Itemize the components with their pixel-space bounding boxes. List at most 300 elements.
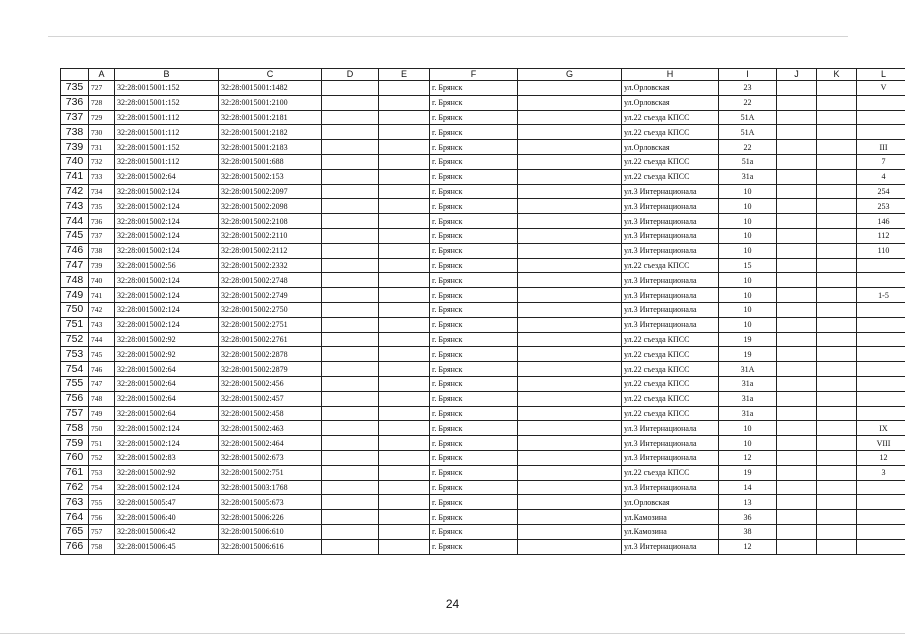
column-header-l: L xyxy=(857,69,905,81)
cell-b: 32:28:0015006:42 xyxy=(115,524,219,539)
cell-c: 32:28:0015002:456 xyxy=(219,376,322,391)
cell-h: ул.Камозина xyxy=(622,524,719,539)
cell-d xyxy=(322,140,379,155)
cell-l xyxy=(857,539,905,554)
cell-d xyxy=(322,539,379,554)
cell-e xyxy=(379,243,430,258)
cell-j xyxy=(777,258,817,273)
cell-c: 32:28:0015002:2098 xyxy=(219,199,322,214)
cell-g xyxy=(518,465,622,480)
cell-b: 32:28:0015002:64 xyxy=(115,362,219,377)
cell-d xyxy=(322,288,379,303)
cell-a: 744 xyxy=(89,332,115,347)
cell-g xyxy=(518,140,622,155)
cell-f: г. Брянск xyxy=(430,465,518,480)
cell-i: 23 xyxy=(719,81,777,96)
cell-i: 10 xyxy=(719,288,777,303)
cell-l xyxy=(857,302,905,317)
row-number: 758 xyxy=(61,421,89,436)
row-number: 743 xyxy=(61,199,89,214)
cell-g xyxy=(518,288,622,303)
table-row xyxy=(61,258,905,273)
cell-g xyxy=(518,539,622,554)
cell-f: г. Брянск xyxy=(430,495,518,510)
table-row xyxy=(61,302,905,317)
table-row xyxy=(61,273,905,288)
cell-h: ул.22 съезда КПСС xyxy=(622,465,719,480)
cell-i: 10 xyxy=(719,436,777,451)
cell-e xyxy=(379,169,430,184)
cell-i: 13 xyxy=(719,495,777,510)
cell-j xyxy=(777,214,817,229)
cell-h: ул.22 съезда КПСС xyxy=(622,169,719,184)
row-number: 759 xyxy=(61,436,89,451)
cell-l xyxy=(857,347,905,362)
cell-i: 14 xyxy=(719,480,777,495)
cell-b: 32:28:0015002:124 xyxy=(115,228,219,243)
cell-g xyxy=(518,273,622,288)
cell-d xyxy=(322,406,379,421)
cell-d xyxy=(322,480,379,495)
cell-e xyxy=(379,273,430,288)
cell-j xyxy=(777,95,817,110)
cell-d xyxy=(322,199,379,214)
cell-f: г. Брянск xyxy=(430,539,518,554)
cell-a: 752 xyxy=(89,450,115,465)
table-row xyxy=(61,228,905,243)
cell-e xyxy=(379,347,430,362)
cell-a: 756 xyxy=(89,510,115,525)
cell-h: ул.22 съезда КПСС xyxy=(622,376,719,391)
cell-j xyxy=(777,184,817,199)
cell-l xyxy=(857,524,905,539)
cell-h: ул.3 Интернационала xyxy=(622,480,719,495)
cell-c: 32:28:0015001:2183 xyxy=(219,140,322,155)
cell-b: 32:28:0015002:92 xyxy=(115,347,219,362)
cell-f: г. Брянск xyxy=(430,362,518,377)
cell-k xyxy=(817,228,857,243)
cell-a: 730 xyxy=(89,125,115,140)
row-number: 753 xyxy=(61,347,89,362)
table-row xyxy=(61,406,905,421)
table-row xyxy=(61,450,905,465)
cell-i: 51А xyxy=(719,125,777,140)
cell-k xyxy=(817,184,857,199)
cell-f: г. Брянск xyxy=(430,450,518,465)
cell-g xyxy=(518,332,622,347)
cell-d xyxy=(322,495,379,510)
cell-l xyxy=(857,110,905,125)
cell-i: 10 xyxy=(719,302,777,317)
cell-k xyxy=(817,81,857,96)
cell-a: 754 xyxy=(89,480,115,495)
cell-e xyxy=(379,539,430,554)
cell-i: 31а xyxy=(719,169,777,184)
cell-g xyxy=(518,184,622,199)
cell-e xyxy=(379,140,430,155)
table-row xyxy=(61,169,905,184)
table-row xyxy=(61,140,905,155)
cell-a: 757 xyxy=(89,524,115,539)
cell-d xyxy=(322,302,379,317)
cell-j xyxy=(777,228,817,243)
table-row xyxy=(61,510,905,525)
table-row xyxy=(61,495,905,510)
cell-d xyxy=(322,169,379,184)
cell-b: 32:28:0015006:40 xyxy=(115,510,219,525)
cell-b: 32:28:0015001:112 xyxy=(115,110,219,125)
cell-c: 32:28:0015001:2182 xyxy=(219,125,322,140)
cell-l: IX xyxy=(857,421,905,436)
cell-l: 4 xyxy=(857,169,905,184)
cell-h: ул.3 Интернационала xyxy=(622,302,719,317)
cell-j xyxy=(777,140,817,155)
cell-l xyxy=(857,317,905,332)
cell-k xyxy=(817,214,857,229)
cell-j xyxy=(777,273,817,288)
cell-g xyxy=(518,510,622,525)
cell-f: г. Брянск xyxy=(430,288,518,303)
cell-h: ул.3 Интернационала xyxy=(622,317,719,332)
cell-h: ул.22 съезда КПСС xyxy=(622,110,719,125)
cell-k xyxy=(817,436,857,451)
cell-g xyxy=(518,169,622,184)
cell-h: ул.3 Интернационала xyxy=(622,199,719,214)
cell-f: г. Брянск xyxy=(430,228,518,243)
table-row xyxy=(61,436,905,451)
cell-h: ул.3 Интернационала xyxy=(622,539,719,554)
cell-e xyxy=(379,110,430,125)
cell-d xyxy=(322,95,379,110)
cell-a: 742 xyxy=(89,302,115,317)
cell-g xyxy=(518,436,622,451)
cell-b: 32:28:0015002:124 xyxy=(115,184,219,199)
cell-h: ул.22 съезда КПСС xyxy=(622,258,719,273)
cell-g xyxy=(518,524,622,539)
cell-e xyxy=(379,480,430,495)
row-number: 736 xyxy=(61,95,89,110)
cell-a: 740 xyxy=(89,273,115,288)
column-header-row xyxy=(61,69,905,81)
cell-i: 19 xyxy=(719,465,777,480)
spreadsheet-table xyxy=(60,68,905,555)
cell-i: 22 xyxy=(719,95,777,110)
column-header-k: K xyxy=(817,69,857,81)
cell-j xyxy=(777,376,817,391)
table-row xyxy=(61,95,905,110)
cell-a: 731 xyxy=(89,140,115,155)
cell-l: V xyxy=(857,81,905,96)
cell-i: 19 xyxy=(719,347,777,362)
row-number: 750 xyxy=(61,302,89,317)
cell-f: г. Брянск xyxy=(430,125,518,140)
cell-b: 32:28:0015002:64 xyxy=(115,391,219,406)
cell-e xyxy=(379,258,430,273)
cell-e xyxy=(379,376,430,391)
cell-f: г. Брянск xyxy=(430,376,518,391)
cell-l: 1-5 xyxy=(857,288,905,303)
cell-j xyxy=(777,510,817,525)
cell-i: 51а xyxy=(719,154,777,169)
cell-g xyxy=(518,110,622,125)
cell-j xyxy=(777,302,817,317)
cell-j xyxy=(777,332,817,347)
cell-g xyxy=(518,480,622,495)
cell-f: г. Брянск xyxy=(430,406,518,421)
cell-b: 32:28:0015002:124 xyxy=(115,436,219,451)
cell-c: 32:28:0015006:610 xyxy=(219,524,322,539)
cell-a: 745 xyxy=(89,347,115,362)
cell-c: 32:28:0015001:688 xyxy=(219,154,322,169)
cell-k xyxy=(817,258,857,273)
cell-e xyxy=(379,495,430,510)
cell-h: ул.3 Интернационала xyxy=(622,273,719,288)
cell-k xyxy=(817,125,857,140)
cell-h: ул.Камозина xyxy=(622,510,719,525)
cell-i: 10 xyxy=(719,199,777,214)
cell-j xyxy=(777,524,817,539)
cell-k xyxy=(817,524,857,539)
cell-g xyxy=(518,154,622,169)
cell-c: 32:28:0015002:2748 xyxy=(219,273,322,288)
table-row xyxy=(61,81,905,96)
column-header-a: A xyxy=(89,69,115,81)
cell-i: 12 xyxy=(719,450,777,465)
table-row xyxy=(61,199,905,214)
cell-c: 32:28:0015002:2110 xyxy=(219,228,322,243)
cell-b: 32:28:0015002:92 xyxy=(115,332,219,347)
cell-c: 32:28:0015002:2878 xyxy=(219,347,322,362)
bottom-rule-left xyxy=(0,633,905,634)
cell-c: 32:28:0015002:2749 xyxy=(219,288,322,303)
cell-i: 51А xyxy=(719,110,777,125)
cell-a: 737 xyxy=(89,228,115,243)
cell-i: 15 xyxy=(719,258,777,273)
row-number: 765 xyxy=(61,524,89,539)
cell-e xyxy=(379,125,430,140)
cell-a: 734 xyxy=(89,184,115,199)
cell-d xyxy=(322,376,379,391)
cell-h: ул.3 Интернационала xyxy=(622,214,719,229)
cell-f: г. Брянск xyxy=(430,524,518,539)
cell-d xyxy=(322,258,379,273)
cell-b: 32:28:0015006:45 xyxy=(115,539,219,554)
cell-f: г. Брянск xyxy=(430,510,518,525)
cell-a: 748 xyxy=(89,391,115,406)
cell-k xyxy=(817,243,857,258)
cell-j xyxy=(777,480,817,495)
cell-k xyxy=(817,539,857,554)
cell-b: 32:28:0015002:124 xyxy=(115,243,219,258)
cell-a: 747 xyxy=(89,376,115,391)
cell-e xyxy=(379,214,430,229)
row-number: 752 xyxy=(61,332,89,347)
cell-b: 32:28:0015002:64 xyxy=(115,169,219,184)
cell-b: 32:28:0015002:124 xyxy=(115,302,219,317)
table-row xyxy=(61,376,905,391)
cell-k xyxy=(817,110,857,125)
cell-l: 110 xyxy=(857,243,905,258)
row-number: 740 xyxy=(61,154,89,169)
row-number: 766 xyxy=(61,539,89,554)
cell-c: 32:28:0015002:2112 xyxy=(219,243,322,258)
cell-i: 10 xyxy=(719,421,777,436)
cell-e xyxy=(379,81,430,96)
cell-h: ул.3 Интернационала xyxy=(622,184,719,199)
cell-d xyxy=(322,228,379,243)
cell-l: 112 xyxy=(857,228,905,243)
cell-b: 32:28:0015002:124 xyxy=(115,421,219,436)
cell-h: ул.Орловская xyxy=(622,495,719,510)
cell-h: ул.22 съезда КПСС xyxy=(622,391,719,406)
cell-b: 32:28:0015001:152 xyxy=(115,95,219,110)
table-row xyxy=(61,317,905,332)
row-number: 751 xyxy=(61,317,89,332)
cell-a: 727 xyxy=(89,81,115,96)
cell-e xyxy=(379,436,430,451)
cell-a: 758 xyxy=(89,539,115,554)
cell-l xyxy=(857,362,905,377)
table-row xyxy=(61,421,905,436)
cell-k xyxy=(817,273,857,288)
cell-k xyxy=(817,362,857,377)
column-header-i: I xyxy=(719,69,777,81)
cell-k xyxy=(817,95,857,110)
cell-d xyxy=(322,421,379,436)
cell-h: ул.Орловская xyxy=(622,81,719,96)
cell-l xyxy=(857,273,905,288)
cell-l: 146 xyxy=(857,214,905,229)
cell-b: 32:28:0015005:47 xyxy=(115,495,219,510)
cell-i: 12 xyxy=(719,539,777,554)
cell-d xyxy=(322,450,379,465)
cell-g xyxy=(518,125,622,140)
cell-b: 32:28:0015001:112 xyxy=(115,154,219,169)
cell-a: 755 xyxy=(89,495,115,510)
cell-k xyxy=(817,199,857,214)
cell-k xyxy=(817,376,857,391)
row-number: 746 xyxy=(61,243,89,258)
cell-h: ул.3 Интернационала xyxy=(622,421,719,436)
cell-j xyxy=(777,406,817,421)
row-number: 739 xyxy=(61,140,89,155)
cell-j xyxy=(777,347,817,362)
cell-e xyxy=(379,199,430,214)
cell-c: 32:28:0015002:2097 xyxy=(219,184,322,199)
cell-f: г. Брянск xyxy=(430,214,518,229)
page-number: 24 xyxy=(445,597,460,611)
cell-g xyxy=(518,347,622,362)
cell-c: 32:28:0015001:1482 xyxy=(219,81,322,96)
cell-j xyxy=(777,391,817,406)
row-number: 748 xyxy=(61,273,89,288)
cell-d xyxy=(322,317,379,332)
cell-g xyxy=(518,243,622,258)
cell-f: г. Брянск xyxy=(430,436,518,451)
cell-j xyxy=(777,465,817,480)
cell-l xyxy=(857,510,905,525)
column-header-e: E xyxy=(379,69,430,81)
cell-b: 32:28:0015002:92 xyxy=(115,465,219,480)
cell-e xyxy=(379,184,430,199)
row-number: 738 xyxy=(61,125,89,140)
cell-k xyxy=(817,169,857,184)
cell-e xyxy=(379,362,430,377)
cell-b: 32:28:0015001:112 xyxy=(115,125,219,140)
row-number: 747 xyxy=(61,258,89,273)
cell-e xyxy=(379,95,430,110)
cell-i: 10 xyxy=(719,243,777,258)
cell-b: 32:28:0015002:124 xyxy=(115,288,219,303)
cell-l: 253 xyxy=(857,199,905,214)
cell-j xyxy=(777,81,817,96)
cell-e xyxy=(379,510,430,525)
cell-i: 31а xyxy=(719,376,777,391)
table-row xyxy=(61,347,905,362)
cell-h: ул.3 Интернационала xyxy=(622,436,719,451)
cell-b: 32:28:0015002:124 xyxy=(115,199,219,214)
column-header-d: D xyxy=(322,69,379,81)
cell-k xyxy=(817,140,857,155)
cell-a: 753 xyxy=(89,465,115,480)
cell-h: ул.3 Интернационала xyxy=(622,243,719,258)
cell-c: 32:28:0015002:2751 xyxy=(219,317,322,332)
cell-k xyxy=(817,391,857,406)
column-header-c: C xyxy=(219,69,322,81)
cell-a: 751 xyxy=(89,436,115,451)
cell-f: г. Брянск xyxy=(430,391,518,406)
cell-d xyxy=(322,362,379,377)
cell-a: 738 xyxy=(89,243,115,258)
cell-c: 32:28:0015006:616 xyxy=(219,539,322,554)
cell-e xyxy=(379,406,430,421)
cell-i: 36 xyxy=(719,510,777,525)
cell-a: 732 xyxy=(89,154,115,169)
cell-d xyxy=(322,391,379,406)
cell-h: ул.3 Интернационала xyxy=(622,288,719,303)
cell-d xyxy=(322,81,379,96)
cell-a: 729 xyxy=(89,110,115,125)
cell-l xyxy=(857,332,905,347)
cell-f: г. Брянск xyxy=(430,258,518,273)
cell-c: 32:28:0015001:2181 xyxy=(219,110,322,125)
cell-d xyxy=(322,273,379,288)
cell-i: 31а xyxy=(719,391,777,406)
cell-e xyxy=(379,302,430,317)
corner-cell xyxy=(61,69,89,81)
cell-j xyxy=(777,436,817,451)
table-row xyxy=(61,125,905,140)
cell-j xyxy=(777,125,817,140)
cell-e xyxy=(379,465,430,480)
cell-i: 10 xyxy=(719,214,777,229)
cell-i: 10 xyxy=(719,273,777,288)
row-number: 757 xyxy=(61,406,89,421)
cell-g xyxy=(518,95,622,110)
cell-j xyxy=(777,288,817,303)
table-row xyxy=(61,243,905,258)
cell-f: г. Брянск xyxy=(430,317,518,332)
row-number: 762 xyxy=(61,480,89,495)
cell-i: 31а xyxy=(719,406,777,421)
table-row xyxy=(61,465,905,480)
cell-i: 31А xyxy=(719,362,777,377)
cell-d xyxy=(322,125,379,140)
cell-h: ул.3 Интернационала xyxy=(622,228,719,243)
cell-l: VIII xyxy=(857,436,905,451)
cell-h: ул.22 съезда КПСС xyxy=(622,406,719,421)
cell-c: 32:28:0015006:226 xyxy=(219,510,322,525)
